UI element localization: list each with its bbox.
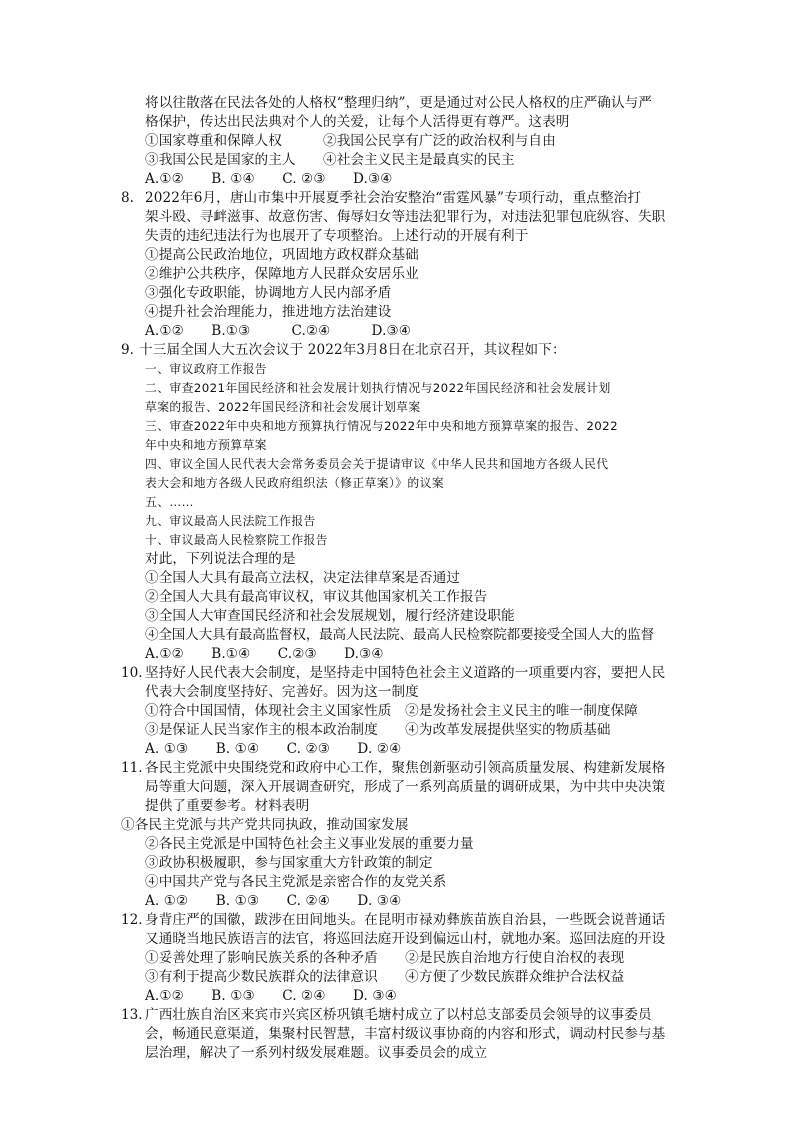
q13-line-1: 广西壮族自治区来宾市兴宾区桥巩镇毛塘村成立了以村总支部委员会领导的议事委员: [145, 1007, 652, 1023]
q8-option-1: ①提高公民政治地位，巩固地方政权群众基础: [145, 247, 419, 263]
q11-option-1: ①各民主党派与共产党共同执政，推动国家发展: [121, 817, 409, 833]
q10-line-2: 代表大会制度坚持好、完善好。因为这一制度: [145, 684, 419, 700]
q7-option-row-2: ③我国公民是国家的主人 ④社会主义民主是最真实的民主: [145, 152, 515, 168]
q9-option-2: ②全国人大具有最高审议权，审议其他国家机关工作报告: [145, 589, 488, 605]
q9-agenda-item: 十、审议最高人民检察院工作报告: [145, 533, 328, 547]
q7-answer-choices: A.①② B. ①④ C. ②③ D.③④: [145, 171, 393, 187]
q8-line-2: 架斗殴、寻衅滋事、故意伤害、侮辱妇女等违法犯罪行为，对违法犯罪包庇纵容、失职: [145, 209, 666, 225]
q12-answer-choices: A.①② B. ①③ C. ②④ D. ③④: [145, 988, 397, 1004]
q13-line-2: 会，畅通民意渠道，集聚村民智慧，丰富村级议事协商的内容和形式，调动村民参与基: [145, 1026, 666, 1042]
q10-option-row-1: ①符合中国国情，体现社会主义国家性质 ②是发扬社会主义民主的唯一制度保障: [145, 703, 638, 719]
q10-option-row-2: ③是保证人民当家作主的根本政治制度 ④为改革发展提供坚实的物质基础: [145, 722, 611, 738]
q9-answer-choices: A.①② B.①④ C.②③ D.③④: [145, 646, 384, 662]
q11-line-1: 各民主党派中央围绕党和政府中心工作，聚焦创新驱动引领高质量发展、构建新发展格: [145, 760, 666, 776]
q7-line-2: 格保护，传达出民法典对个人的关爱，让每个人活得更有尊严。这表明: [145, 114, 570, 130]
q9-agenda-item: 三、审查2022年中央和地方预算执行情况与2022年中央和地方预算草案的报告、2022: [145, 419, 618, 433]
q9-agenda-item: 二、审查2021年国民经济和社会发展计划执行情况与2022年国民经济和社会发展计划: [145, 381, 611, 395]
q12-option-row-2: ③有利于提高少数民族群众的法律意识 ④方便了少数民族群众维护合法权益: [145, 969, 625, 985]
q8-number: 8.: [121, 190, 134, 206]
q10-line-1: 坚持好人民代表大会制度，是坚持走中国特色社会主义道路的一项重要内容，要把人民: [145, 665, 666, 681]
q7-option-row-1: ①国家尊重和保障人权 ②我国公民享有广泛的政治权利与自由: [145, 133, 556, 149]
q12-option-row-1: ①妥善处理了影响民族关系的各种矛盾 ②是民族自治地方行使自治权的表现: [145, 950, 625, 966]
q7-line-1: 将以往散落在民法各处的人格权“整理归纳”，更是通过对公民人格权的庄严确认与严: [145, 95, 653, 111]
q8-option-3: ③强化专政职能，协调地方人民内部矛盾: [145, 285, 392, 301]
q9-agenda-item: 草案的报告、2022年国民经济和社会发展计划草案: [145, 400, 421, 414]
q11-option-3: ③政协积极履职，参与国家重大方针政策的制定: [145, 855, 433, 871]
q11-line-3: 提供了重要参考。材料表明: [145, 798, 310, 814]
q13-line-3: 层治理，解决了一系列村级发展难题。议事委员会的成立: [145, 1045, 488, 1061]
q8-answer-choices: A.①② B.①③ C.②④ D.③④: [145, 323, 412, 339]
q10-number: 10.: [121, 665, 143, 681]
q9-agenda-item: 四、审议全国人民代表大会常务委员会关于提请审议《中华人民共和国地方各级人民代: [145, 457, 609, 471]
q9-agenda-item: 表大会和地方各级人民政府组织法（修正草案）》的议案: [145, 476, 445, 490]
q11-answer-choices: A. ①② B. ①③ C. ②④ D. ③④: [145, 893, 402, 909]
q9-option-1: ①全国人大具有最高立法权，决定法律草案是否通过: [145, 570, 460, 586]
q10-answer-choices: A. ①③ B. ①④ C. ②③ D. ②④: [145, 741, 402, 757]
q11-number: 11.: [121, 760, 143, 776]
q11-line-2: 局等重大问题，深入开展调查研究，形成了一系列高质量的调研成果，为中共中央决策: [145, 779, 666, 795]
q9-agenda-item: 一、审议政府工作报告: [145, 362, 267, 376]
q9-agenda-item: 五、……: [145, 495, 194, 509]
q13-number: 13.: [121, 1007, 143, 1023]
q9-number: 9.: [121, 342, 134, 358]
q9-question: 对此，下列说法合理的是: [145, 551, 296, 567]
q11-option-4: ④中国共产党与各民主党派是亲密合作的友党关系: [145, 874, 447, 890]
q9-stem: 十三届全国人大五次会议于 2022年3月8日在北京召开，其议程如下：: [139, 342, 566, 358]
q9-option-3: ③全国人大审查国民经济和社会发展规划，履行经济建设职能: [145, 608, 515, 624]
q8-line-3: 失责的违纪违法行为也展开了专项整治。上述行动的开展有利于: [145, 228, 529, 244]
q8-line-1: 2022年6月，唐山市集中开展夏季社会治安整治“雷霆风暴”专项行动，重点整治打: [145, 190, 642, 206]
q12-number: 12.: [121, 912, 143, 928]
q8-option-2: ②维护公共秩序，保障地方人民群众安居乐业: [145, 266, 419, 282]
q11-option-2: ②各民主党派是中国特色社会主义事业发展的重要力量: [145, 836, 474, 852]
q8-option-4: ④提升社会治理能力，推进地方法治建设: [145, 304, 392, 320]
q9-option-4: ④全国人大具有最高监督权，最高人民法院、最高人民检察院都要接受全国人大的监督: [145, 627, 654, 643]
q9-agenda-item: 年中央和地方预算草案: [145, 438, 267, 452]
q9-agenda-item: 九、审议最高人民法院工作报告: [145, 514, 316, 528]
q12-line-1: 身背庄严的国徽，跋涉在田间地头。在昆明市禄劝彝族苗族自治县，一些既会说普通话: [145, 912, 666, 928]
q12-line-2: 又通晓当地民族语言的法官，将巡回法庭开设到偏远山村，就地办案。巡回法庭的开设: [145, 931, 666, 947]
